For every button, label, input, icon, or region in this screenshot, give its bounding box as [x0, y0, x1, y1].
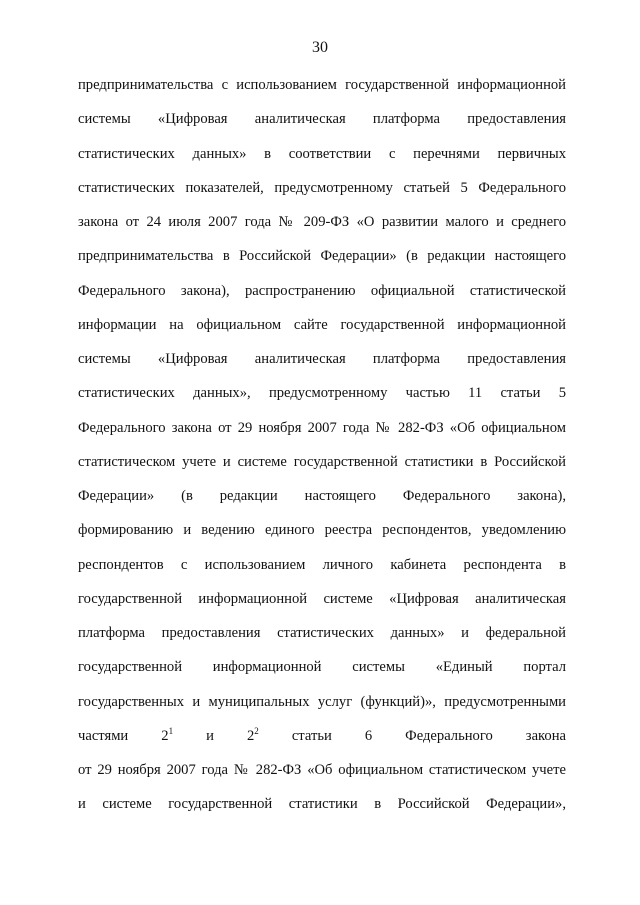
page-number: 30	[312, 39, 328, 56]
text-line: государственных и муниципальных услуг (функций)», предусмотренными	[78, 693, 566, 710]
text-segment: статьи 6 Федерального закона	[258, 727, 566, 744]
body-text	[78, 68, 566, 822]
text-line: предпринимательства с использованием государственной информационной	[78, 77, 566, 93]
text-line: закона от 24 июля 2007 года № 209-ФЗ «О развитии малого и среднего	[78, 214, 566, 230]
superscript: 1	[168, 725, 174, 736]
text-line: предпринимательства в Российской Федерации» (в редакции настоящего	[78, 248, 566, 265]
text-line: системы «Цифровая аналитическая платформа предоставления	[78, 111, 566, 128]
text-line: формированию и ведению единого реестра респондентов, уведомлению	[78, 522, 566, 539]
text-line: Федерального закона), распространению официальной статистической	[78, 282, 566, 299]
text-line: платформа предоставления статистических данных» и федеральной	[78, 625, 566, 641]
text-line: статистических данных», предусмотренному частью 11 статьи 5	[78, 385, 566, 402]
text-line: Федерации» (в редакции настоящего Федерального закона),	[78, 488, 566, 504]
text-line-with-superscripts	[78, 719, 566, 753]
text-line: системы «Цифровая аналитическая платформа предоставления	[78, 351, 566, 367]
text-line: государственной информационной системе «Цифровая аналитическая	[78, 590, 566, 607]
text-line: государственной информационной системы «Единый портал	[78, 659, 566, 676]
text-line: Федерального закона от 29 ноября 2007 года № 282-ФЗ «Об официальном	[78, 419, 566, 436]
text-line: информации на официальном сайте государственной информационной	[78, 316, 566, 333]
superscript: 2	[254, 725, 259, 736]
text-segment: частями 2	[78, 727, 169, 744]
text-line: респондентов с использованием личного кабинета респондента в	[78, 556, 566, 573]
text-line: статистических данных» в соответствии с перечнями первичных	[78, 145, 566, 162]
text-line: статистических показателей, предусмотренному статьей 5 Федерального	[78, 179, 566, 196]
text-line: и системе государственной статистики в Российской Федерации»,	[78, 796, 566, 813]
text-line: от 29 ноября 2007 года № 282-ФЗ «Об официальном статистическом учете	[78, 762, 566, 778]
text-segment: и 2	[173, 727, 255, 744]
text-line: статистическом учете и системе государственной статистики в Российской	[78, 453, 566, 470]
